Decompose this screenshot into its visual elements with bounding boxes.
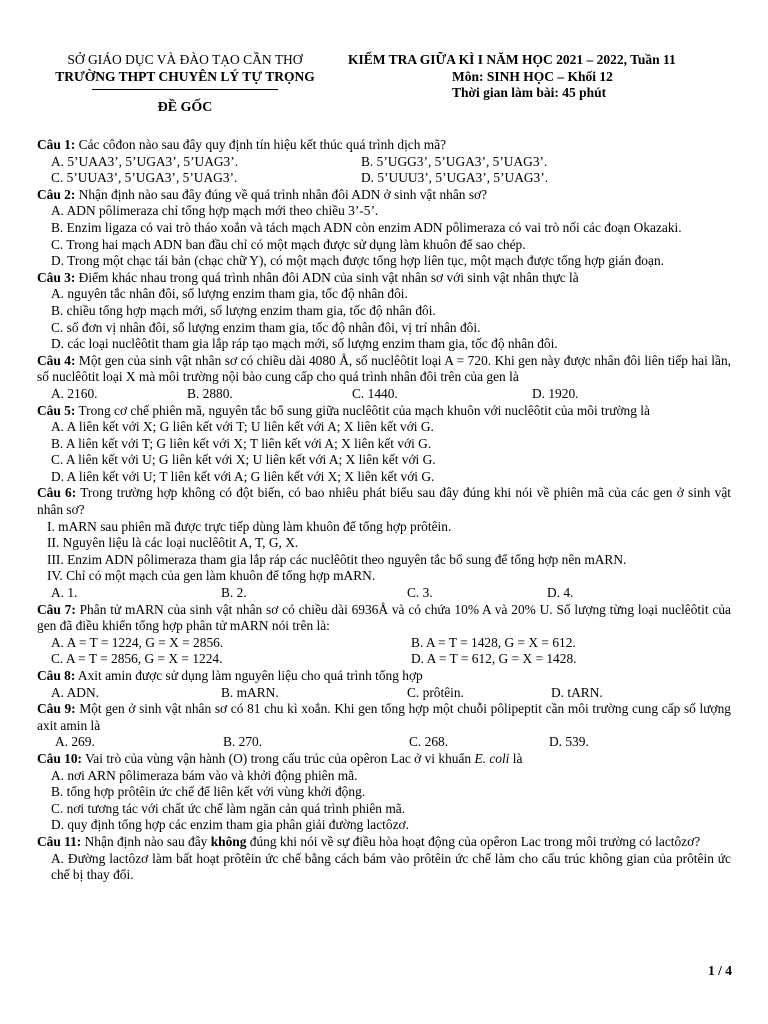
option-d: D. 539. — [549, 734, 589, 750]
options-row — [37, 386, 731, 403]
question-text-tail: đúng khi nói về sự điều hòa hoạt động của opêron Lac trong môi trường có lactôzơ? — [246, 833, 701, 849]
option-d: D. 1920. — [532, 385, 579, 401]
option-b: B. A liên kết với T; G liên kết với X; T liên kết với A; X liên kết với G. — [51, 435, 432, 451]
department-name: SỞ GIÁO DỤC VÀ ĐÀO TẠO CẦN THƠ — [67, 52, 303, 67]
option-b: B. tổng hợp prôtêin ức chế để liên kết với vùng khởi động. — [51, 784, 366, 800]
question-number: Câu 4: — [37, 352, 76, 368]
option-a: A. Đường lactôzơ làm bất hoạt prôtêin ức chế bằng cách bám vào prôtêin ức chế làm cho cấu trúc không gian của prôtêin ức chế bị thay đổi. — [51, 850, 731, 883]
option-c: C. A = T = 2856, G = X = 1224. — [51, 651, 223, 667]
option-c: C. 5’UUA3’, 5’UGA3’, 5’UAG3’. — [51, 170, 238, 186]
options-row — [37, 154, 731, 171]
option-b: B. 2880. — [187, 385, 233, 401]
header-left — [20, 52, 350, 117]
options-row — [37, 734, 731, 751]
header-underline — [92, 89, 278, 90]
question-text: Trong cơ chế phiên mã, nguyên tắc bổ sung giữa nuclêôtit của mạch khuôn với nuclêôtit của môi trường là — [75, 402, 650, 418]
question-number: Câu 10: — [37, 750, 83, 766]
option-b: B. 5’UGG3’, 5’UGA3’, 5’UAG3’. — [361, 153, 548, 169]
exam-title: KIỂM TRA GIỮA KÌ I NĂM HỌC 2021 – 2022, Tuần 11 — [348, 52, 676, 67]
statement-1: I. mARN sau phiên mã được trực tiếp dùng làm khuôn để tổng hợp prôtêin. — [47, 518, 452, 534]
page-number: 1 / 4 — [707, 963, 732, 978]
option-d: D. A liên kết với U; T liên kết với A; G liên kết với X; X liên kết với G. — [51, 468, 435, 484]
question-text: Một gen của sinh vật nhân sơ có chiều dài 4080 Å, số nuclêôtit loại A = 720. Khi gen này được nhân đôi liên tiếp hai lần, số nuclêôtit loại X mà môi trường nội bào cung cấp cho quá trình nhân đôi trên của gen là — [37, 352, 731, 385]
question-text: Trong trường hợp không có đột biến, có bao nhiêu phát biểu sau đây đúng khi nói về phiên mã của các gen ở sinh vật nhân sơ? — [37, 485, 731, 518]
option-b: B. Enzim ligaza có vai trò tháo xoắn và tách mạch ADN còn enzim ADN pôlimeraza có vai trò nối các đoạn Okazaki. — [51, 219, 682, 235]
option-c: C. nơi tương tác với chất ức chế làm ngăn cản quá trình phiên mã. — [51, 800, 406, 816]
question-text: Nhận định nào sau đây đúng về quá trình nhân đôi ADN ở sinh vật nhân sơ? — [75, 186, 488, 202]
question-number: Câu 1: — [37, 137, 76, 152]
option-a: A. 269. — [55, 734, 95, 750]
options-row — [37, 685, 731, 702]
emphasis-word: không — [210, 833, 247, 849]
question-text: Nhận định nào sau đây — [81, 833, 211, 849]
option-a: A. 5’UAA3’, 5’UGA3’, 5’UAG3’. — [51, 153, 239, 169]
question-number: Câu 8: — [37, 668, 76, 683]
question-text: Vai trò của vùng vận hành (O) trong cấu trúc của opêron Lac ở vi khuẩn — [82, 750, 475, 766]
option-a: A. ADN pôlimeraza chỉ tổng hợp mạch mới theo chiều 3’-5’. — [51, 203, 379, 219]
question-text: Axit amin được sử dụng làm nguyên liệu cho quá trình tổng hợp — [75, 668, 423, 683]
question-4 — [37, 353, 731, 386]
question-6 — [37, 485, 731, 518]
option-b: B. chiều tổng hợp mạch mới, số lượng enzim tham gia, tốc độ nhân đôi. — [51, 302, 436, 318]
question-text: Các côđon nào sau đây quy định tín hiệu kết thúc quá trình dịch mã? — [75, 137, 447, 152]
option-d: D. các loại nuclêôtit tham gia lắp ráp tạo mạch mới, số lượng enzim tham gia, tốc độ nhân đôi. — [51, 336, 558, 352]
option-a: A. nơi ARN pôlimeraza bám vào và khởi động phiên mã. — [51, 767, 358, 783]
option-d: D. tARN. — [551, 684, 603, 700]
option-d: D. A = T = 612, G = X = 1428. — [411, 651, 577, 667]
question-2 — [37, 187, 731, 204]
question-text: Điểm khác nhau trong quá trình nhân đôi ADN của sinh vật nhân sơ với sinh vật nhân thực là — [75, 269, 579, 285]
option-c: C. Trong hai mạch ADN ban đầu chỉ có một mạch được sử dụng làm khuôn để sao chép. — [51, 236, 526, 252]
option-d: D. quy định tổng hợp các enzim tham gia phân giải đường lactôzơ. — [51, 817, 409, 833]
exam-time: Thời gian làm bài: 45 phút — [452, 85, 607, 101]
question-text: Một gen ở sinh vật nhân sơ có 81 chu kì xoắn. Khi gen tổng hợp một chuỗi pôlipeptit cần môi trường cung cấp số lượng axit amin là — [37, 701, 731, 733]
question-number: Câu 11: — [37, 833, 82, 849]
option-c: C. số đơn vị nhân đôi, số lượng enzim tham gia, tốc độ nhân đôi, vị trí nhân đôi. — [51, 319, 481, 335]
question-1 — [37, 137, 731, 154]
question-number: Câu 3: — [37, 269, 76, 285]
question-8 — [37, 668, 731, 685]
question-9 — [37, 701, 731, 734]
statement-2: II. Nguyên liệu là các loại nuclêôtit A, T, G, X. — [47, 535, 299, 551]
option-c: C. 268. — [409, 734, 449, 750]
species-name: E. coli — [474, 750, 510, 766]
exam-subject: Môn: SINH HỌC – Khối 12 — [452, 68, 613, 84]
question-10 — [37, 751, 731, 768]
question-text: Phân tử mARN của sinh vật nhân sơ có chiều dài 6936Å và có chứa 10% A và 20% U. Số lượng từng loại nuclêôtit của gen đã điều khiển tổng hợp phân tử mARN nói trên là: — [37, 601, 731, 634]
options-row — [37, 170, 731, 187]
statement-4: IV. Chỉ có một mạch của gen làm khuôn để tổng hợp mARN. — [47, 568, 376, 584]
option-d: D. Trong một chạc tái bản (chạc chữ Y), có một mạch được tổng hợp liên tục, một mạch được tổng hợp gián đoạn. — [51, 253, 664, 269]
options-row — [37, 651, 731, 668]
question-list — [37, 137, 731, 884]
question-number: Câu 5: — [37, 402, 76, 418]
school-name: TRƯỜNG THPT CHUYÊN LÝ TỰ TRỌNG — [55, 68, 315, 84]
question-3 — [37, 270, 731, 287]
header-right — [348, 52, 748, 102]
option-c: C. prôtêin. — [407, 684, 464, 700]
option-d: D. 5’UUU3’, 5’UGA3’, 5’UAG3’. — [361, 170, 549, 186]
option-a: A. 1. — [51, 585, 78, 601]
option-b: B. 2. — [221, 585, 247, 601]
question-7 — [37, 602, 731, 635]
question-5 — [37, 403, 731, 420]
option-b: B. 270. — [223, 734, 263, 750]
exam-code: ĐỀ GỐC — [157, 100, 213, 116]
question-11 — [37, 834, 731, 851]
statement-3: III. Enzim ADN pôlimeraza tham gia lắp ráp các nuclêôtit theo nguyên tắc bổ sung để tổng hợp nên mARN. — [47, 551, 627, 567]
option-a: A. 2160. — [51, 385, 98, 401]
question-text-tail: là — [509, 750, 523, 766]
option-c: C. A liên kết với U; G liên kết với X; U liên kết với A; X liên kết với G. — [51, 452, 436, 468]
option-a: A. ADN. — [51, 684, 99, 700]
option-a: A. A = T = 1224, G = X = 2856. — [51, 634, 224, 650]
options-row — [37, 585, 731, 602]
question-number: Câu 9: — [37, 701, 76, 717]
option-a: A. nguyên tắc nhân đôi, số lượng enzim tham gia, tốc độ nhân đôi. — [51, 286, 408, 302]
option-c: C. 1440. — [352, 385, 398, 401]
option-b: B. A = T = 1428, G = X = 612. — [411, 634, 576, 650]
option-d: D. 4. — [547, 585, 574, 601]
option-a: A. A liên kết với X; G liên kết với T; U liên kết với A; X liên kết với G. — [51, 419, 434, 435]
options-row — [37, 635, 731, 652]
question-number: Câu 6: — [37, 485, 77, 501]
question-number: Câu 2: — [37, 186, 76, 202]
option-b: B. mARN. — [221, 684, 279, 700]
question-number: Câu 7: — [37, 601, 76, 617]
option-c: C. 3. — [407, 585, 433, 601]
